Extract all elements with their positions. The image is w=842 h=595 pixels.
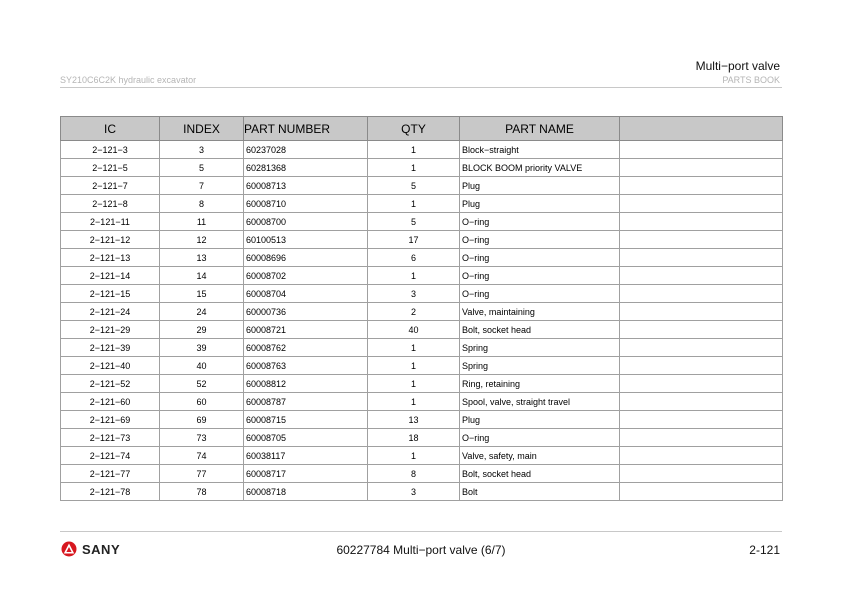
- table-row: [61, 465, 783, 483]
- cell-index: 78: [160, 483, 244, 501]
- table-row: [61, 447, 783, 465]
- cell-ic: 2−121−29: [61, 321, 160, 339]
- cell-part-number: 60008717: [244, 465, 368, 483]
- cell-part-name: Plug: [460, 177, 620, 195]
- cell-part-name: Ring, retaining: [460, 375, 620, 393]
- cell-qty: 17: [368, 231, 460, 249]
- column-header-ic: IC: [61, 117, 160, 141]
- cell-part-name: O−ring: [460, 249, 620, 267]
- cell-part-name: Bolt, socket head: [460, 465, 620, 483]
- cell-index: 11: [160, 213, 244, 231]
- table-row: [61, 357, 783, 375]
- machine-model: SY210C6C2K hydraulic excavator: [60, 75, 197, 85]
- cell-spacer: [620, 159, 783, 177]
- table-header-row: [61, 117, 783, 141]
- cell-qty: 3: [368, 285, 460, 303]
- cell-spacer: [620, 447, 783, 465]
- cell-qty: 1: [368, 393, 460, 411]
- column-header-spacer: [620, 117, 783, 141]
- cell-spacer: [620, 267, 783, 285]
- cell-qty: 8: [368, 465, 460, 483]
- cell-index: 40: [160, 357, 244, 375]
- cell-spacer: [620, 141, 783, 159]
- cell-ic: 2−121−3: [61, 141, 160, 159]
- book-label: PARTS BOOK: [722, 75, 780, 85]
- cell-part-number: 60008762: [244, 339, 368, 357]
- cell-qty: 5: [368, 213, 460, 231]
- cell-part-number: 60008696: [244, 249, 368, 267]
- cell-qty: 3: [368, 483, 460, 501]
- cell-part-number: 60008713: [244, 177, 368, 195]
- cell-spacer: [620, 339, 783, 357]
- cell-index: 52: [160, 375, 244, 393]
- cell-part-number: 60008787: [244, 393, 368, 411]
- cell-index: 8: [160, 195, 244, 213]
- table-row: [61, 339, 783, 357]
- column-header-part-number: PART NUMBER: [244, 117, 368, 141]
- header-divider: [60, 87, 782, 88]
- cell-index: 15: [160, 285, 244, 303]
- cell-ic: 2−121−5: [61, 159, 160, 177]
- cell-index: 24: [160, 303, 244, 321]
- cell-part-number: 60008700: [244, 213, 368, 231]
- cell-part-name: Bolt, socket head: [460, 321, 620, 339]
- cell-part-number: 60008763: [244, 357, 368, 375]
- cell-part-name: Valve, safety, main: [460, 447, 620, 465]
- cell-part-number: 60281368: [244, 159, 368, 177]
- cell-index: 74: [160, 447, 244, 465]
- cell-part-name: Spring: [460, 357, 620, 375]
- cell-part-number: 60008812: [244, 375, 368, 393]
- document-reference: 60227784 Multi−port valve (6/7): [336, 543, 506, 557]
- cell-part-name: O−ring: [460, 231, 620, 249]
- table-row: [61, 267, 783, 285]
- cell-index: 14: [160, 267, 244, 285]
- table-row: [61, 213, 783, 231]
- cell-part-number: 60038117: [244, 447, 368, 465]
- cell-part-name: Block−straight: [460, 141, 620, 159]
- cell-ic: 2−121−24: [61, 303, 160, 321]
- cell-ic: 2−121−60: [61, 393, 160, 411]
- footer-divider: [60, 531, 782, 532]
- cell-part-name: BLOCK BOOM priority VALVE: [460, 159, 620, 177]
- column-header-index: INDEX: [160, 117, 244, 141]
- cell-ic: 2−121−69: [61, 411, 160, 429]
- cell-part-number: 60100513: [244, 231, 368, 249]
- cell-ic: 2−121−11: [61, 213, 160, 231]
- table-row: [61, 249, 783, 267]
- cell-qty: 1: [368, 339, 460, 357]
- table-row: [61, 483, 783, 501]
- cell-part-number: 60008721: [244, 321, 368, 339]
- cell-spacer: [620, 177, 783, 195]
- table-row: [61, 375, 783, 393]
- column-header-part-name: PART NAME: [460, 117, 620, 141]
- cell-ic: 2−121−74: [61, 447, 160, 465]
- cell-part-number: 60008702: [244, 267, 368, 285]
- cell-spacer: [620, 213, 783, 231]
- table-row: [61, 195, 783, 213]
- cell-part-name: O−ring: [460, 267, 620, 285]
- cell-qty: 1: [368, 447, 460, 465]
- cell-spacer: [620, 231, 783, 249]
- cell-index: 3: [160, 141, 244, 159]
- cell-qty: 1: [368, 357, 460, 375]
- column-header-qty: QTY: [368, 117, 460, 141]
- cell-index: 39: [160, 339, 244, 357]
- cell-ic: 2−121−78: [61, 483, 160, 501]
- cell-part-name: Plug: [460, 195, 620, 213]
- cell-part-number: 60000736: [244, 303, 368, 321]
- table-row: [61, 159, 783, 177]
- cell-spacer: [620, 393, 783, 411]
- cell-ic: 2−121−77: [61, 465, 160, 483]
- parts-table: [60, 116, 783, 501]
- table-row: [61, 393, 783, 411]
- cell-ic: 2−121−12: [61, 231, 160, 249]
- cell-part-number: 60008718: [244, 483, 368, 501]
- table-row: [61, 177, 783, 195]
- table-row: [61, 285, 783, 303]
- cell-spacer: [620, 249, 783, 267]
- cell-ic: 2−121−39: [61, 339, 160, 357]
- cell-ic: 2−121−73: [61, 429, 160, 447]
- table-row: [61, 141, 783, 159]
- page-number: 2-121: [749, 543, 780, 557]
- logo-wordmark: SANY: [82, 541, 121, 557]
- cell-index: 5: [160, 159, 244, 177]
- cell-spacer: [620, 429, 783, 447]
- cell-ic: 2−121−13: [61, 249, 160, 267]
- cell-spacer: [620, 465, 783, 483]
- cell-index: 77: [160, 465, 244, 483]
- cell-qty: 40: [368, 321, 460, 339]
- cell-part-name: Bolt: [460, 483, 620, 501]
- cell-qty: 1: [368, 195, 460, 213]
- document-title: Multi−port valve: [695, 59, 780, 73]
- table-row: [61, 321, 783, 339]
- cell-part-number: 60008715: [244, 411, 368, 429]
- cell-index: 69: [160, 411, 244, 429]
- cell-spacer: [620, 357, 783, 375]
- cell-part-name: O−ring: [460, 285, 620, 303]
- cell-ic: 2−121−40: [61, 357, 160, 375]
- cell-part-number: 60237028: [244, 141, 368, 159]
- cell-qty: 1: [368, 375, 460, 393]
- cell-spacer: [620, 303, 783, 321]
- cell-ic: 2−121−7: [61, 177, 160, 195]
- cell-part-name: Valve, maintaining: [460, 303, 620, 321]
- table-row: [61, 429, 783, 447]
- cell-ic: 2−121−15: [61, 285, 160, 303]
- cell-qty: 13: [368, 411, 460, 429]
- cell-qty: 1: [368, 159, 460, 177]
- cell-index: 73: [160, 429, 244, 447]
- cell-index: 13: [160, 249, 244, 267]
- cell-part-name: Spring: [460, 339, 620, 357]
- cell-part-number: 60008704: [244, 285, 368, 303]
- cell-index: 29: [160, 321, 244, 339]
- cell-qty: 1: [368, 141, 460, 159]
- cell-qty: 5: [368, 177, 460, 195]
- cell-ic: 2−121−52: [61, 375, 160, 393]
- cell-qty: 2: [368, 303, 460, 321]
- cell-spacer: [620, 411, 783, 429]
- cell-spacer: [620, 483, 783, 501]
- cell-ic: 2−121−14: [61, 267, 160, 285]
- cell-index: 60: [160, 393, 244, 411]
- table-row: [61, 231, 783, 249]
- cell-qty: 1: [368, 267, 460, 285]
- cell-part-number: 60008705: [244, 429, 368, 447]
- cell-index: 7: [160, 177, 244, 195]
- cell-spacer: [620, 285, 783, 303]
- cell-part-number: 60008710: [244, 195, 368, 213]
- cell-ic: 2−121−8: [61, 195, 160, 213]
- cell-spacer: [620, 375, 783, 393]
- cell-index: 12: [160, 231, 244, 249]
- cell-spacer: [620, 195, 783, 213]
- cell-spacer: [620, 321, 783, 339]
- cell-qty: 6: [368, 249, 460, 267]
- table-row: [61, 303, 783, 321]
- cell-part-name: Spool, valve, straight travel: [460, 393, 620, 411]
- parts-table-body: [61, 141, 783, 501]
- cell-part-name: O−ring: [460, 213, 620, 231]
- cell-part-name: O−ring: [460, 429, 620, 447]
- cell-qty: 18: [368, 429, 460, 447]
- table-row: [61, 411, 783, 429]
- cell-part-name: Plug: [460, 411, 620, 429]
